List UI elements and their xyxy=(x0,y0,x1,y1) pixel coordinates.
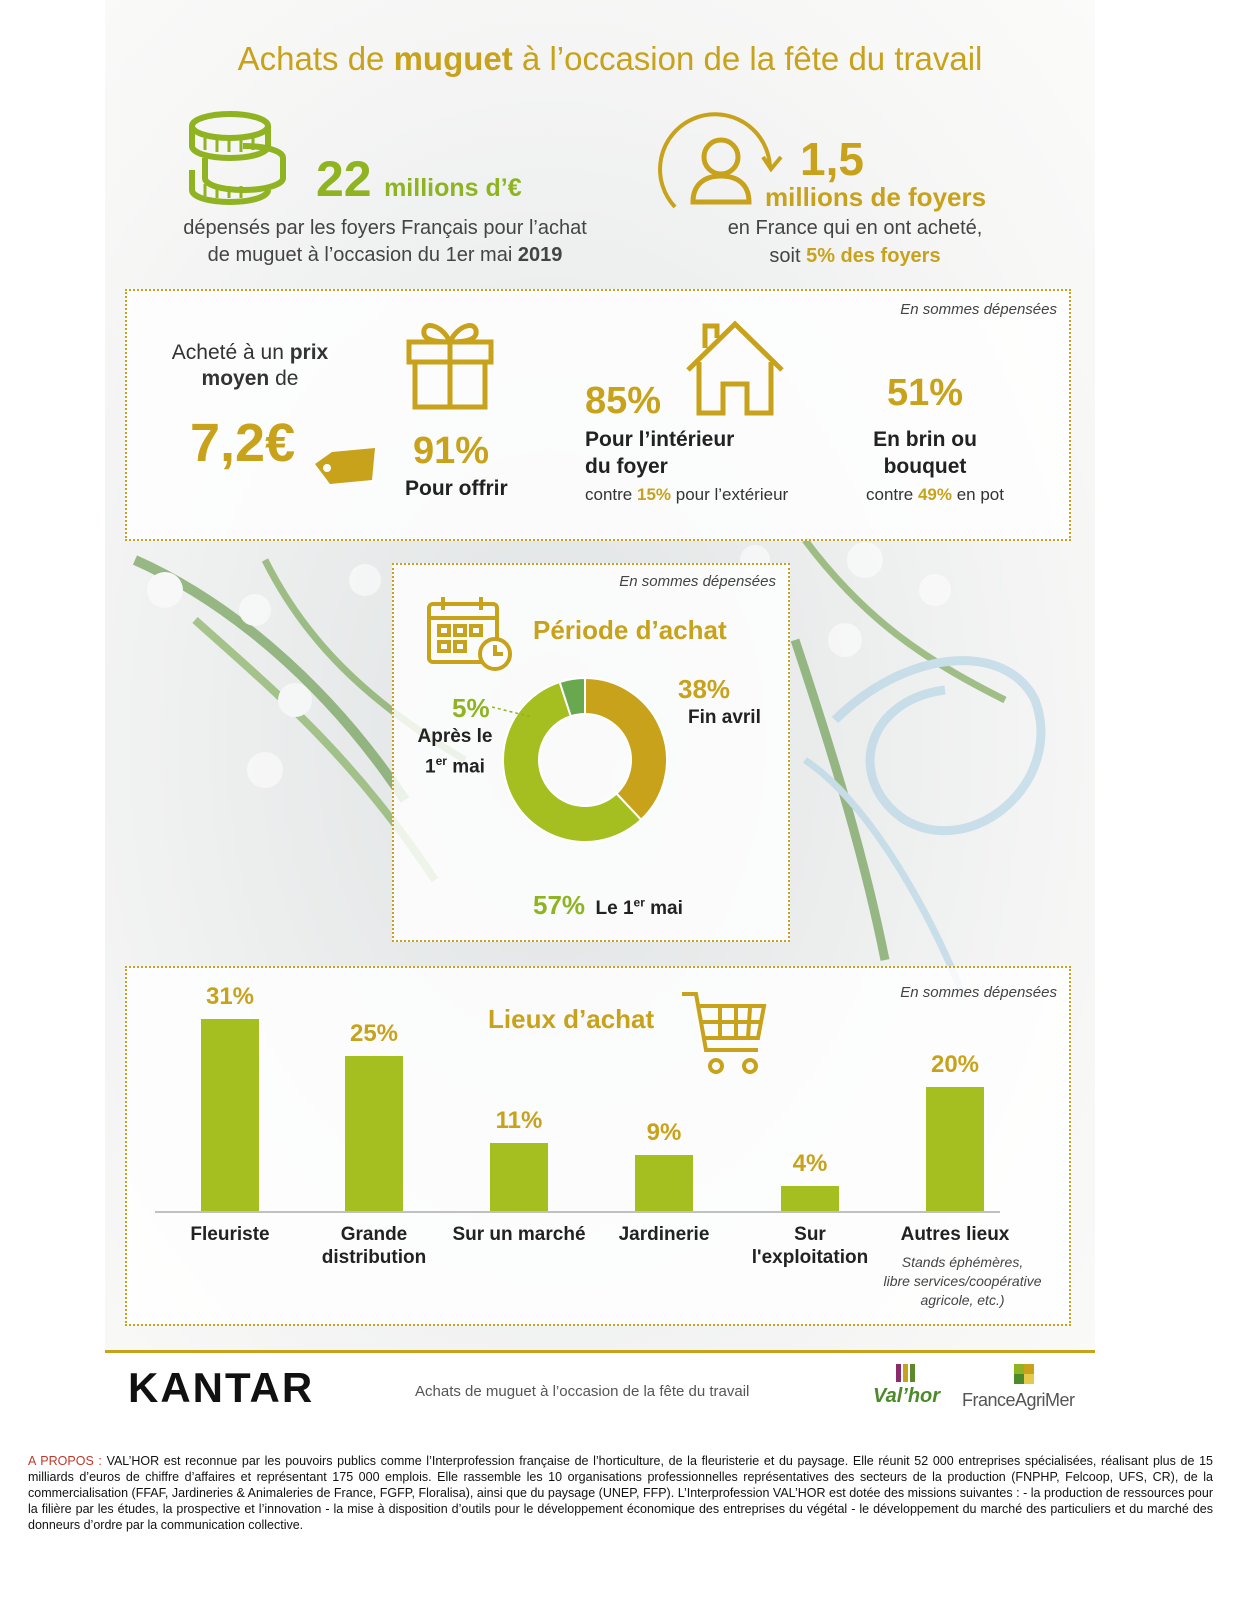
bar-category-label: Grande distribution xyxy=(321,1224,427,1268)
spend-value: 22 xyxy=(316,151,372,207)
bar-category-label: Sur l'exploitation xyxy=(751,1224,869,1268)
indoor-sub xyxy=(585,485,788,505)
bar-value-label: 4% xyxy=(792,1150,828,1178)
april-label: Fin avril xyxy=(688,707,761,728)
bar-value-label: 11% xyxy=(495,1106,543,1134)
may-label-sup: er xyxy=(633,895,645,910)
price-line2: moyen xyxy=(201,367,270,390)
bar-category-label: Fleuriste xyxy=(190,1224,270,1245)
other-places-note xyxy=(870,1253,1055,1310)
indoor-label1: Pour l’intérieur xyxy=(585,428,735,451)
places-title: Lieux d’achat xyxy=(488,1004,655,1034)
title-part: Achats de xyxy=(237,40,394,77)
may-label-pre: Le 1 xyxy=(595,898,634,919)
price-line1: Acheté à un xyxy=(171,341,290,364)
bar-1 xyxy=(345,1056,403,1211)
title-bold: muguet xyxy=(393,40,513,77)
indoor-pct: 85% xyxy=(585,380,662,422)
bar-value-label: 25% xyxy=(349,1020,399,1048)
spend-stat xyxy=(316,150,522,208)
other-note-line: Stands éphémères, xyxy=(901,1254,1024,1270)
form-sub-post: en pot xyxy=(952,485,1004,504)
house-icon xyxy=(683,318,788,418)
footer-subtitle: Achats de muguet à l’occasion de la fête du travail xyxy=(415,1383,750,1400)
after-label2-pre: 1 xyxy=(425,756,436,778)
price-line2-post: de xyxy=(269,367,299,390)
bar-0 xyxy=(201,1019,259,1211)
bar-category-label: Autres lieux xyxy=(900,1224,1010,1245)
gift-pct: 91% xyxy=(413,430,490,472)
about-paragraph xyxy=(28,1453,1213,1533)
spend-description xyxy=(140,215,630,269)
households-description xyxy=(700,214,1010,270)
after-label1: Après le xyxy=(417,726,493,747)
after-label2-post: mai xyxy=(446,756,485,778)
footer-rule xyxy=(105,1350,1095,1353)
period-note: En sommes dépensées xyxy=(619,573,776,590)
bar-value-label: 20% xyxy=(930,1051,980,1079)
after-leader-line xyxy=(492,702,537,722)
spend-unit: millions d’€ xyxy=(384,174,522,202)
bar-category-label: Sur un marché xyxy=(452,1224,586,1245)
price-bold: prix xyxy=(289,341,329,364)
calendar-clock-icon xyxy=(425,594,520,674)
households-line2-post: des foyers xyxy=(834,245,941,267)
donut-slice-0 xyxy=(585,678,667,820)
form-sub-pre: contre xyxy=(865,485,918,504)
bar-category-label: Jardinerie xyxy=(618,1224,710,1245)
places-note: En sommes dépensées xyxy=(900,984,1057,1001)
about-text: VAL’HOR est reconnue par les pouvoirs publics comme l’Interprofession française de l’horticulture, de la fleuristerie et du paysage. Elle réunit 52 000 entreprises spécialisées, réalisant plus de 15 milliards d’euros de chiffre d’affaires et représentant 175 000 emplois. Elle rassemble les 10 organisations professionnelles représentatives des secteurs de la production (FNPHP, Felcoop, UFS, CR), de la commercialisation (FFAF, Jardineries & Animaleries de France, FGFP, Floralisa), ainsi que du paysage (UNEP, FFP). L’Interprofession VAL’HOR est dotée des missions suivantes : - la production de ressources pour la filière par les études, la prospective et l’innovation - la mise à disposition d’outils pour le développement économique des entreprises du végétal - le développement du marché des particuliers et du marché des donneurs d’ordre par la communication collective. xyxy=(28,1454,1213,1532)
spend-year: 2019 xyxy=(517,244,563,266)
chart-baseline xyxy=(155,1211,1000,1213)
bar-3 xyxy=(635,1155,693,1211)
franceagrimer-logo-mark xyxy=(1010,1360,1040,1388)
form-pct: 51% xyxy=(886,372,964,414)
form-label1: En brin ou xyxy=(873,428,977,451)
valhor-logo-mark xyxy=(890,1362,920,1384)
may-label-post: mai xyxy=(644,898,683,919)
form-label xyxy=(845,426,1005,480)
households-pct: 5% xyxy=(806,245,835,267)
page-title xyxy=(105,40,1115,78)
indoor-sub-pre: contre xyxy=(585,485,637,504)
after-label2-sup: er xyxy=(435,754,447,768)
households-unit: millions de foyers xyxy=(765,182,987,212)
april-pct: 38% xyxy=(678,674,731,704)
may-stat xyxy=(533,890,683,921)
title-part: à l’occasion de la fête du travail xyxy=(512,40,983,77)
indoor-label xyxy=(585,426,734,480)
after-label xyxy=(405,724,505,779)
price-label xyxy=(140,340,360,392)
spend-line2: de muguet à l’occasion du 1er mai xyxy=(207,244,518,266)
indoor-label2: du foyer xyxy=(585,455,668,478)
form-label2: bouquet xyxy=(883,455,967,478)
bar-value-label: 31% xyxy=(205,983,255,1010)
households-line2-pre: soit xyxy=(769,245,807,267)
shopping-cart-icon xyxy=(680,990,770,1075)
other-note-line: agricole, etc.) xyxy=(920,1292,1005,1308)
section-note: En sommes dépensées xyxy=(900,301,1057,318)
form-sub xyxy=(845,485,1025,505)
price-value: 7,2€ xyxy=(190,413,296,473)
indoor-sub-post: pour l’extérieur xyxy=(671,485,789,504)
bar-value-label: 9% xyxy=(646,1119,682,1147)
period-donut-chart xyxy=(495,670,675,850)
may-pct: 57% xyxy=(533,890,586,920)
period-title: Période d’achat xyxy=(533,615,727,645)
price-tag-icon xyxy=(300,442,380,492)
indoor-sub-pct: 15% xyxy=(636,485,672,504)
other-note-line: libre services/coopérative xyxy=(883,1273,1042,1289)
gift-icon xyxy=(403,312,498,412)
households-line1: en France qui en ont acheté, xyxy=(727,217,983,239)
kantar-logo: KANTAR xyxy=(128,1364,315,1411)
form-sub-pct: 49% xyxy=(917,485,952,504)
franceagrimer-logo: FranceAgriMer xyxy=(962,1390,1075,1410)
spend-line1: dépensés par les foyers Français pour l’achat xyxy=(183,217,587,239)
valhor-logo: Val’hor xyxy=(873,1385,941,1407)
bar-2 xyxy=(490,1143,548,1211)
about-label: A PROPOS : xyxy=(28,1454,107,1468)
coins-icon xyxy=(185,108,295,208)
bar-5 xyxy=(926,1087,984,1211)
households-value: 1,5 xyxy=(800,133,864,185)
gift-label: Pour offrir xyxy=(405,477,508,500)
bar-4 xyxy=(781,1186,839,1211)
after-pct: 5% xyxy=(452,693,490,723)
